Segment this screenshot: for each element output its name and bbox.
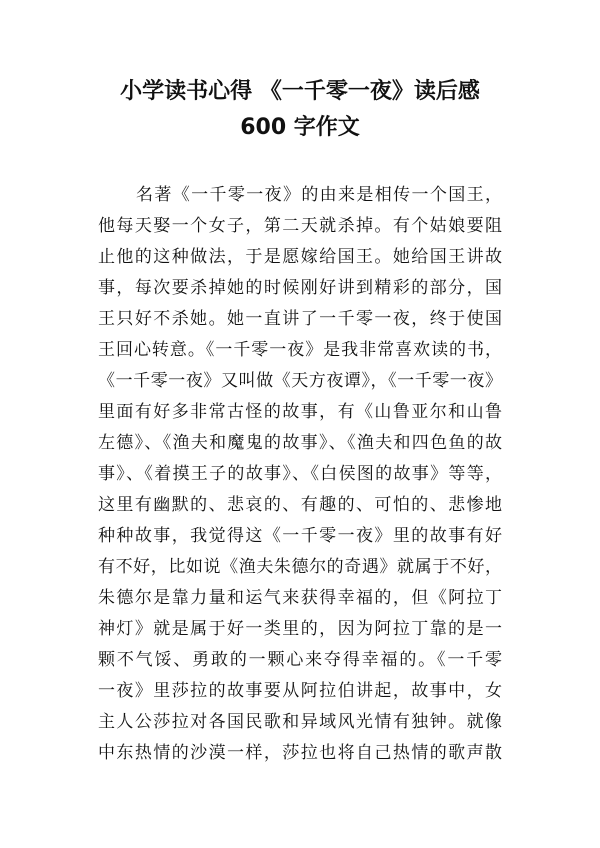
body-line: 里面有好多非常古怪的故事，有《山鲁亚尔和山鲁: [98, 402, 502, 422]
body-line: 种种故事，我觉得这《一千零一夜》里的故事有好: [98, 526, 502, 546]
body-line: 左德》、《渔夫和魔鬼的故事》、《渔夫和四色鱼的故: [98, 433, 502, 453]
body-line: 神灯》就是属于好一类里的，因为阿拉丁靠的是一: [98, 619, 502, 639]
body-line: 中东热情的沙漠一样，莎拉也将自己热情的歌声散: [98, 743, 502, 763]
body-line: 有不好，比如说《渔夫朱德尔的奇遇》就属于不好，: [98, 557, 502, 577]
body-line: 名著《一千零一夜》的由来是相传一个国王，: [136, 185, 502, 205]
body-line: 《一千零一夜》又叫做《天方夜谭》，《一千零一夜》: [98, 371, 502, 391]
body-line: 这里有幽默的、悲哀的、有趣的、可怕的、悲惨地: [98, 495, 502, 515]
body-line: 朱德尔是靠力量和运气来获得幸福的，但《阿拉丁: [98, 588, 502, 608]
body-line: 他每天娶一个女子，第二天就杀掉。有个姑娘要阻: [98, 216, 502, 236]
document-subtitle: 600 字作文: [240, 115, 360, 140]
body-line: 主人公莎拉对各国民歌和异域风光情有独钟。就像: [98, 712, 502, 732]
body-line: 事》、《着摸王子的故事》、《白侯图的故事》等等，: [98, 464, 502, 484]
body-line: 一夜》里莎拉的故事要从阿拉伯讲起，故事中，女: [98, 681, 502, 701]
body-line: 王回心转意。《一千零一夜》是我非常喜欢读的书，: [98, 340, 502, 360]
document-title: 小学读书心得 《一千零一夜》读后感: [120, 79, 480, 104]
body-line: 王只好不杀她。她一直讲了一千零一夜，终于使国: [98, 309, 502, 329]
body-line: 止他的这种做法，于是愿嫁给国王。她给国王讲故: [98, 247, 502, 267]
body-line: 事，每次要杀掉她的时候刚好讲到精彩的部分，国: [98, 278, 502, 298]
body-line: 颗不气馁、勇敢的一颗心来夺得幸福的。《一千零: [98, 650, 502, 670]
